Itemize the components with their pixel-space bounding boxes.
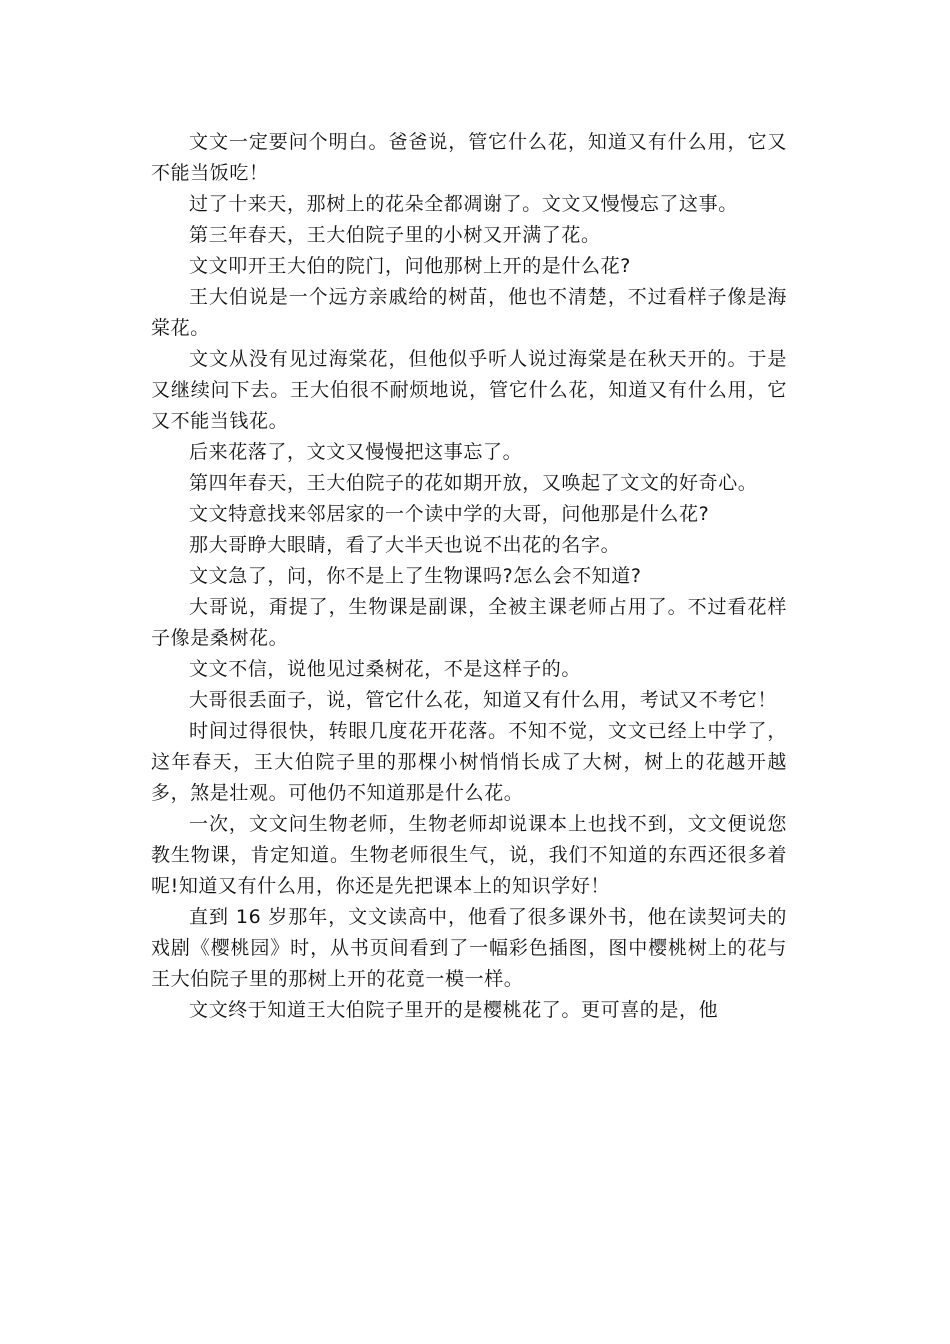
paragraph: 过了十来天，那树上的花朵全都凋谢了。文文又慢慢忘了这事。	[189, 193, 738, 215]
paragraph: 一次，文文问生物老师，生物老师却说课本上也找不到，文文便说您教生物课，肯定知道。生物老师很生气，说，我们不知道的东西还很多着呢!知道又有什么用，你还是先把课本上的知识学好！	[151, 813, 787, 897]
paragraph: 文文终于知道王大伯院子里开的是樱桃花了。更可喜的是，他	[189, 999, 719, 1021]
paragraph: 大哥很丢面子，说，管它什么花，知道又有什么用，考试又不考它！	[189, 689, 778, 711]
paragraph: 时间过得很快，转眼几度花开花落。不知不觉，文文已经上中学了，这年春天，王大伯院子里的那棵小树悄悄长成了大树，树上的花越开越多，煞是壮观。可他仍不知道那是什么花。	[151, 720, 787, 804]
paragraph: 后来花落了，文文又慢慢把这事忘了。	[189, 441, 523, 463]
paragraph: 文文不信，说他见过桑树花，不是这样子的。	[189, 658, 582, 680]
story-text	[151, 127, 787, 1026]
paragraph: 那大哥睁大眼睛，看了大半天也说不出花的名字。	[189, 534, 621, 556]
paragraph: 文文特意找来邻居家的一个读中学的大哥，问他那是什么花?	[189, 503, 710, 525]
paragraph: 文文急了，问，你不是上了生物课吗?怎么会不知道?	[189, 565, 642, 587]
paragraph: 直到 16 岁那年，文文读高中，他看了很多课外书，他在读契诃夫的戏剧《樱桃园》时，从书页间看到了一幅彩色插图，图中樱桃树上的花与王大伯院子里的那树上开的花竟一模一样。	[151, 906, 787, 990]
paragraph: 第三年春天，王大伯院子里的小树又开满了花。	[189, 224, 601, 246]
paragraph: 文文从没有见过海棠花，但他似乎听人说过海棠是在秋天开的。于是又继续问下去。王大伯很不耐烦地说，管它什么花，知道又有什么用，它又不能当钱花。	[151, 348, 787, 432]
paragraph: 第四年春天，王大伯院子的花如期开放，又唤起了文文的好奇心。	[189, 472, 758, 494]
paragraph: 大哥说，甭提了，生物课是副课，全被主课老师占用了。不过看花样子像是桑树花。	[151, 596, 787, 649]
paragraph: 王大伯说是一个远方亲戚给的树苗，他也不清楚，不过看样子像是海棠花。	[151, 286, 787, 339]
paragraph: 文文一定要问个明白。爸爸说，管它什么花，知道又有什么用，它又不能当饭吃！	[151, 131, 787, 184]
paragraph: 文文叩开王大伯的院门，问他那树上开的是什么花?	[189, 255, 631, 277]
